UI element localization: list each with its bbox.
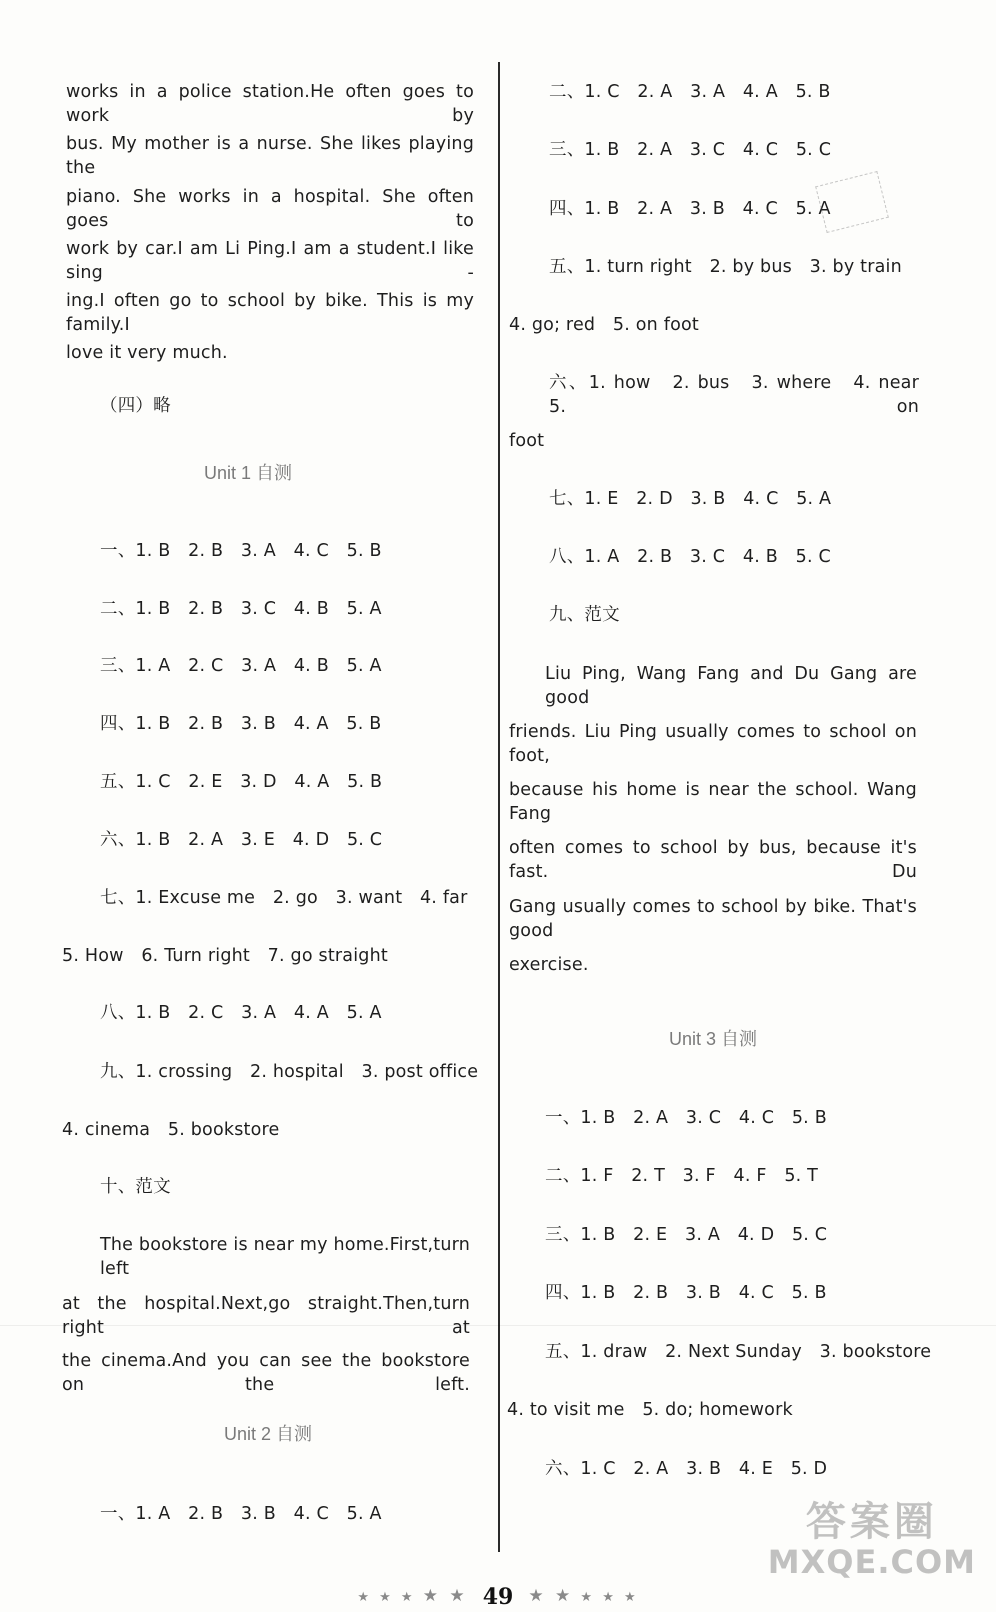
answer-line: 4. cinema 5. bookstore	[62, 1120, 280, 1140]
text-line: love it very much.	[66, 343, 228, 363]
page-fold-line	[0, 1325, 996, 1326]
watermark-url: MXQE.COM	[767, 1543, 976, 1581]
answer-line: 六、1. C 2. A 3. B 4. E 5. D	[545, 1459, 828, 1479]
answer-line: 二、1. F 2. T 3. F 4. F 5. T	[545, 1166, 819, 1186]
answer-line: 五、1. draw 2. Next Sunday 3. bookstore	[545, 1342, 932, 1362]
text-line: the cinema.And you can see the bookstore on the left.	[62, 1351, 470, 1395]
watermark-logo	[767, 1499, 976, 1581]
answer-line: 六、1. B 2. A 3. E 4. D 5. C	[100, 830, 383, 850]
answer-line: 四、1. B 2. B 3. B 4. C 5. B	[545, 1283, 827, 1303]
answer-line: 九、1. crossing 2. hospital 3. post office	[100, 1062, 479, 1082]
answer-line: 七、1. Excuse me 2. go 3. want 4. far	[100, 888, 468, 908]
stamp-mark	[815, 171, 889, 233]
text-line: work by car.I am Li Ping.I am a student.I like sing -	[66, 239, 474, 283]
answer-line: 五、1. C 2. E 3. D 4. A 5. B	[100, 772, 383, 792]
answer-line: 七、1. E 2. D 3. B 4. C 5. A	[549, 489, 832, 509]
text-line: The bookstore is near my home.First,turn left	[100, 1235, 470, 1279]
answer-line: 一、1. B 2. B 3. A 4. C 5. B	[100, 541, 382, 561]
answer-line: foot	[509, 431, 545, 451]
answer-line: 一、1. A 2. B 3. B 4. C 5. A	[100, 1504, 382, 1524]
watermark-text: 答案圈	[805, 1499, 938, 1545]
text-line: bus. My mother is a nurse. She likes playing the	[66, 134, 474, 178]
decorative-stars-right: ★ ★ ★ ★ ★	[528, 1586, 639, 1606]
answer-line: 三、1. A 2. C 3. A 4. B 5. A	[100, 656, 382, 676]
page-footer	[0, 1582, 996, 1610]
column-divider	[498, 62, 500, 1552]
text-line: at the hospital.Next,go straight.Then,turn right at	[62, 1294, 470, 1338]
answer-line: 八、1. A 2. B 3. C 4. B 5. C	[549, 547, 831, 567]
answer-line: 4. go; red 5. on foot	[509, 315, 699, 335]
text-line: Liu Ping, Wang Fang and Du Gang are good	[545, 664, 917, 708]
answer-line: 四、1. B 2. A 3. B 4. C 5. A	[549, 199, 831, 219]
text-line: ing.I often go to school by bike. This is my family.I	[66, 291, 474, 335]
answer-line: 三、1. B 2. A 3. C 4. C 5. C	[549, 140, 832, 160]
answer-line: 一、1. B 2. A 3. C 4. C 5. B	[545, 1108, 827, 1128]
text-line: exercise.	[509, 955, 589, 975]
text-line: （四）略	[100, 396, 171, 416]
decorative-stars-left: ★ ★ ★ ★ ★	[357, 1586, 468, 1606]
text-line: friends. Liu Ping usually comes to school on foot,	[509, 722, 917, 766]
answer-line: 五、1. turn right 2. by bus 3. by train	[549, 257, 902, 277]
answer-line: 六、1. how 2. bus 3. where 4. near 5. on	[549, 373, 937, 417]
text-line: Gang usually comes to school by bike. That's good	[509, 897, 917, 941]
answer-line: 九、范文	[549, 605, 620, 625]
answer-line: 三、1. B 2. E 3. A 4. D 5. C	[545, 1225, 828, 1245]
section-heading: Unit 3 自测	[668, 1029, 758, 1049]
text-line: because his home is near the school. Wang Fang	[509, 780, 917, 824]
answer-line: 4. to visit me 5. do; homework	[507, 1400, 793, 1420]
answer-line: 二、1. B 2. B 3. C 4. B 5. A	[100, 599, 382, 619]
answer-line: 八、1. B 2. C 3. A 4. A 5. A	[100, 1003, 382, 1023]
text-line: works in a police station.He often goes to work by	[66, 82, 474, 126]
section-heading: Unit 2 自测	[223, 1424, 313, 1444]
text-line: often comes to school by bus, because it's fast. Du	[509, 838, 917, 882]
text-line: piano. She works in a hospital. She often goes to	[66, 187, 474, 231]
answer-line: 二、1. C 2. A 3. A 4. A 5. B	[549, 82, 831, 102]
page-number: 49	[482, 1584, 514, 1610]
answer-line: 四、1. B 2. B 3. B 4. A 5. B	[100, 714, 382, 734]
answer-line: 十、范文	[100, 1177, 171, 1197]
section-heading: Unit 1 自测	[203, 463, 293, 483]
answer-line: 5. How 6. Turn right 7. go straight	[62, 946, 388, 966]
